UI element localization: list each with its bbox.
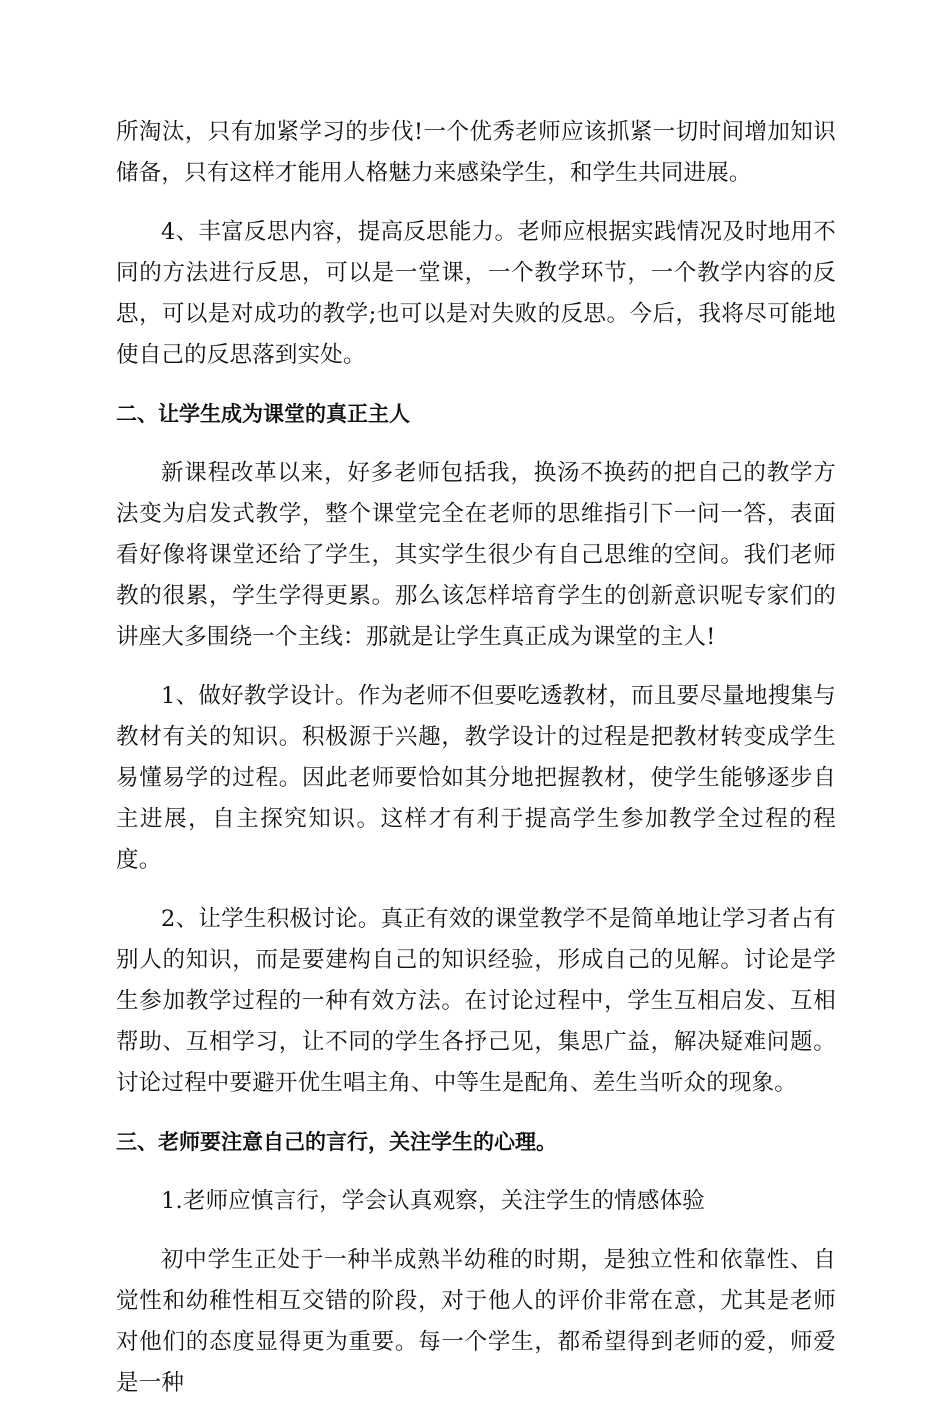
paragraph-continuation: 所淘汰，只有加紧学习的步伐!一个优秀老师应该抓紧一切时间增加知识储备，只有这样才能用人格魅力来感染学生，和学生共同进展。 — [116, 119, 836, 186]
paragraph-student-psychology: 初中学生正处于一种半成熟半幼稚的时期，是独立性和依靠性、自觉性和幼稚性相互交错的阶段，对于他人的评价非常在意，尤其是老师对他们的态度显得更为重要。每一个学生，都希望得到老师的爱，师爱是一种 — [116, 1247, 836, 1396]
document-body — [116, 112, 836, 1422]
section-heading-2: 二、让学生成为课堂的真正主人 — [116, 402, 410, 426]
paragraph-curriculum-reform: 新课程改革以来，好多老师包括我，换汤不换药的把自己的教学方法变为启发式教学，整个课堂完全在老师的思维指引下一问一答，表面看好像将课堂还给了学生，其实学生很少有自己思维的空间。我们老师教的很累，学生学得更累。那么该怎样培育学生的创新意识呢专家们的讲座大多围绕一个主线：那就是让学生真正成为课堂的主人! — [116, 460, 836, 650]
paragraph-reflection: 4、丰富反思内容，提高反思能力。老师应根据实践情况及时地用不同的方法进行反思，可以是一堂课，一个教学环节，一个教学内容的反思，可以是对成功的教学;也可以是对失败的反思。今后，我将尽可能地使自己的反思落到实处。 — [116, 219, 836, 368]
subheading-1: 1.老师应慎言行，学会认真观察，关注学生的情感体验 — [161, 1188, 705, 1214]
paragraph-teaching-design: 1、做好教学设计。作为老师不但要吃透教材，而且要尽量地搜集与教材有关的知识。积极源于兴趣，教学设计的过程是把教材转变成学生易懂易学的过程。因此老师要恰如其分地把握教材，使学生能够逐步自主进展，自主探究知识。这样才有利于提高学生参加教学全过程的程度。 — [116, 683, 836, 873]
paragraph-discussion: 2、让学生积极讨论。真正有效的课堂教学不是简单地让学习者占有别人的知识，而是要建构自己的知识经验，形成自己的见解。讨论是学生参加教学过程的一种有效方法。在讨论过程中，学生互相启发、互相帮助、互相学习，让不同的学生各抒己见，集思广益，解决疑难问题。讨论过程中要避开优生唱主角、中等生是配角、差生当听众的现象。 — [116, 906, 836, 1096]
section-heading-3: 三、老师要注意自己的言行，关注学生的心理。 — [116, 1130, 557, 1154]
